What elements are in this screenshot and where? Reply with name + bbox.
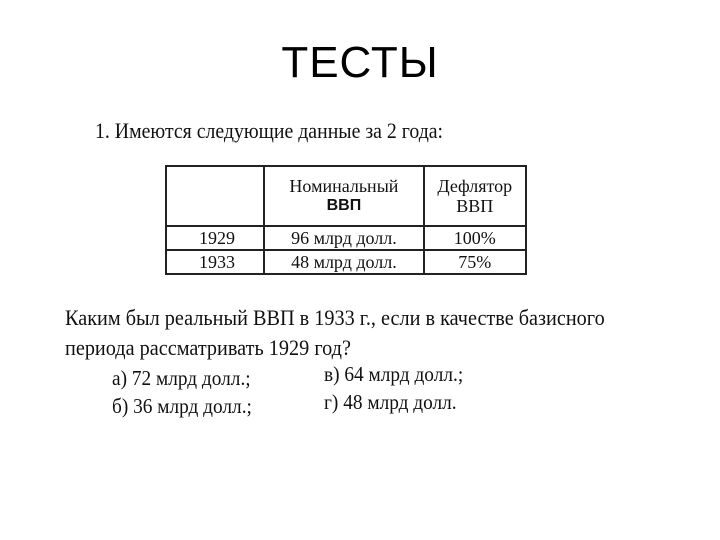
problem-line1: Каким был реальный ВВП в 1933 г., если в качестве базисного [65, 305, 605, 330]
header-nominal-line1: Номинальный [289, 176, 399, 196]
header-nominal-gdp [264, 166, 423, 226]
nominal-gdp-cell: 96 млрд долл. [264, 226, 423, 250]
answer-option-c: в) 64 млрд долл.; [324, 362, 464, 386]
answer-option-a: а) 72 млрд долл.; [112, 366, 251, 390]
deflator-cell: 100% [424, 226, 527, 250]
question-text: 1. Имеются следующие данные за 2 года: [95, 118, 444, 143]
slide-title: ТЕСТЫ [281, 38, 439, 87]
table-row [166, 226, 526, 250]
problem-line2: периода рассматривать 1929 год? [65, 335, 351, 360]
table-row [166, 250, 526, 274]
problem-statement [65, 303, 605, 363]
table-header-row [166, 166, 526, 226]
year-cell: 1933 [166, 250, 264, 274]
deflator-cell: 75% [424, 250, 527, 274]
header-deflator-line2: ВВП [456, 196, 494, 216]
answer-option-d: г) 48 млрд долл. [324, 390, 457, 414]
header-empty-cell [166, 166, 264, 226]
header-deflator [424, 166, 527, 226]
answer-option-b: б) 36 млрд долл.; [112, 394, 252, 418]
header-deflator-line1: Дефлятор [437, 176, 513, 196]
header-nominal-line2: ВВП [326, 197, 362, 214]
year-cell: 1929 [166, 226, 264, 250]
data-table [165, 165, 527, 275]
nominal-gdp-cell: 48 млрд долл. [264, 250, 423, 274]
